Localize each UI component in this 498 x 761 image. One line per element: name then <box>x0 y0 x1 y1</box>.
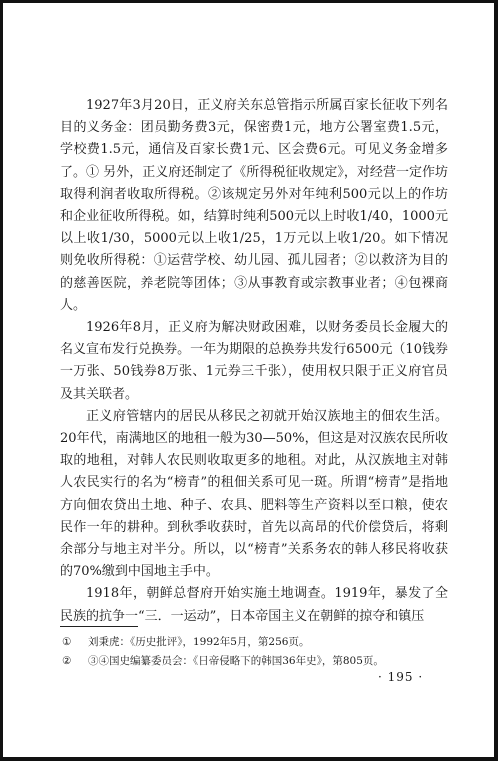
footnote-text: 刘秉虎：《历史批评》，1992年5月，第256页。 <box>88 636 310 648</box>
page-border-top <box>0 0 498 3</box>
footnote-separator <box>60 626 138 627</box>
body-text <box>60 95 448 628</box>
footnote-1 <box>60 633 460 652</box>
footnote-mark: ② <box>62 655 72 667</box>
paragraph-2: 1926年8月，正义府为解决财政困难，以财务委员长金履大的名义宣布发行兑换券。一年为期限的总换券共发行6500元（10钱券一万张、50钱券8万张、1元券三千张），使用权只限于正义府官员及其关联者。 <box>60 320 448 402</box>
footnotes <box>60 633 460 671</box>
page-border-right <box>494 0 498 761</box>
page-border-left <box>0 0 3 761</box>
footnote-mark: ① <box>62 636 72 648</box>
page-border-bottom <box>0 757 498 761</box>
paragraph-3: 正义府管辖内的居民从移民之初就开始汉族地主的佃农生活。20年代，南满地区的地租一般为30—50%，但这是对汉族农民所收取的地租，对韩人农民则收取更多的地租。对此，从汉族地主对韩人农民实行的名为“榜青”的租佃关系可见一斑。所谓“榜青”是指地方向佃农贷出土地、种子、农具、肥料等生产资料以至口粮，使农民作一年的耕种。到秋季收获时，首先以高昂的代价偿贷后，将剩余部分与地主对半分。所以，以“榜青”关系务农的韩人移民将收获的70%缴到中国地主手中。 <box>60 408 448 580</box>
paragraph-4: 1918年，朝鲜总督府开始实施土地调查。1919年，暴发了全民族的抗争一“三．一运动”，日本帝国主义在朝鲜的掠夺和镇压 <box>60 586 448 624</box>
footnote-2 <box>60 652 460 671</box>
footnote-text: ③④国史编纂委员会：《日帝侵略下的韩国36年史》，第805页。 <box>88 655 384 667</box>
paragraph-1: 1927年3月20日，正义府关东总管指示所属百家长征收下列名目的义务金：团员勤务费3元，保密费1元，地方公署室费1.5元，学校费1.5元，通信及百家长费1元、区会费6元。可见义务金增多了。① 另外，正义府还制定了《所得税征收规定》，对经营一定作坊取得利润者收取所得税。②该规定另外对年纯利500元以上的作坊和企业征收所得税。如，结算时纯利500元以上时收1/40，1000元以上收1/30，5000元以上收1/25，1万元以上收1/20。如下情况则免收所得税：①运营学校、幼儿园、孤儿园者；②以救济为目的的慈善医院，养老院等团体；③从事教育或宗教事业者；④包裸商人。 <box>60 98 448 313</box>
page-number: · 195 · <box>378 670 424 684</box>
